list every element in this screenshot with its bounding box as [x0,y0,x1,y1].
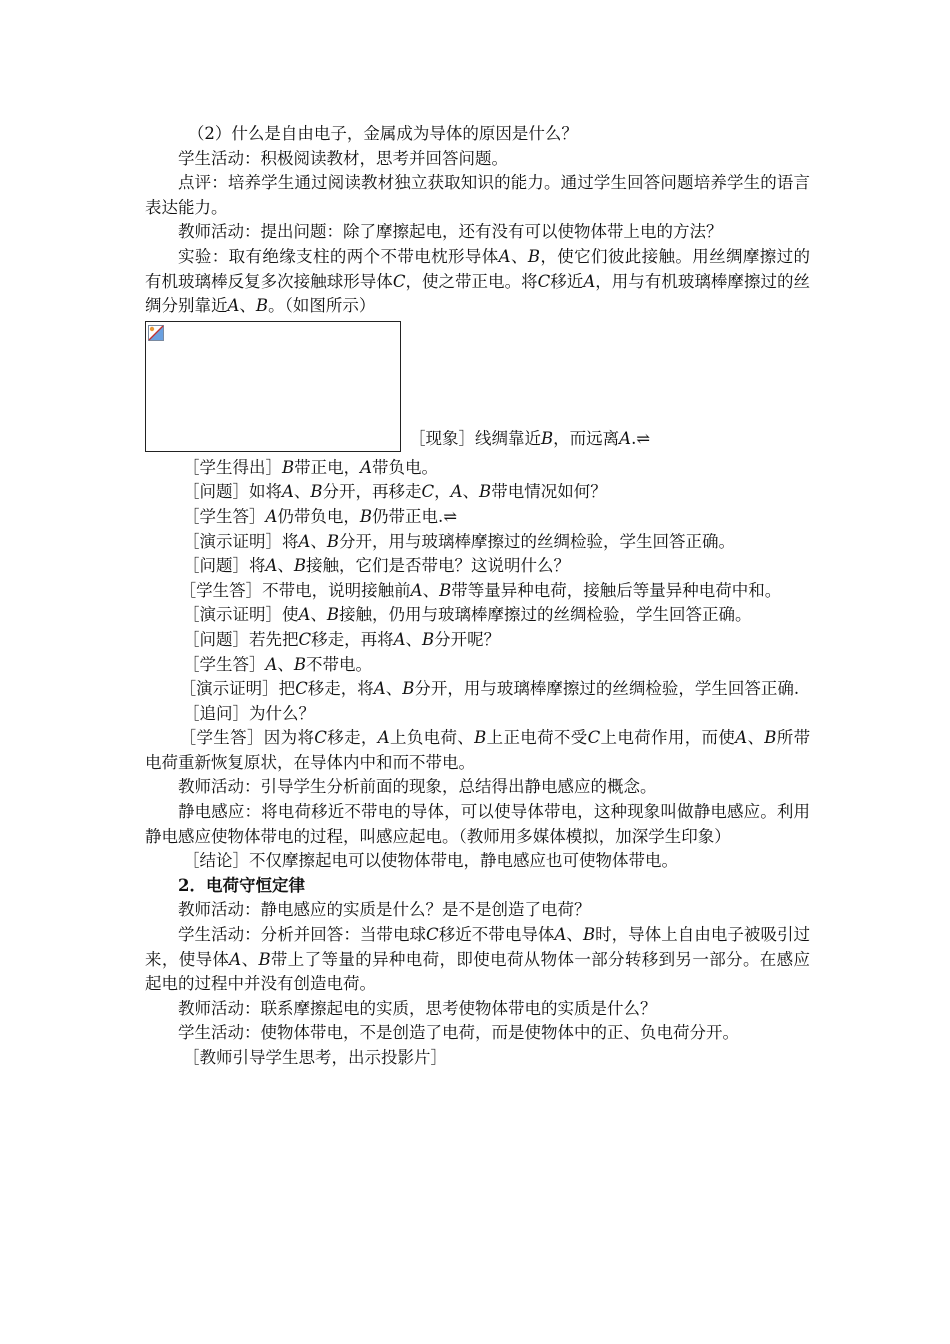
text: 、 [310,605,327,625]
var: B [258,949,271,969]
var: C [537,271,551,291]
var: A [735,728,748,748]
text: 、 [277,556,294,576]
var: B [541,429,554,449]
text: 接触，它们是否带电？这说明什么？ [306,556,570,576]
text: 不带电。 [306,654,372,674]
figure-placeholder [145,321,401,452]
var: B [255,296,269,316]
text: ［问题］将 [182,556,266,576]
var: C [314,728,327,748]
var: C [587,728,601,748]
text: 分开呢？ [434,629,501,649]
text: 仍带负电， [277,506,360,526]
text: 移走， [326,728,378,748]
text: ［学生答］ [182,654,266,674]
text: 带等量异种电荷，接触后等量异种电荷中和。 [451,580,782,600]
text: ［教师引导学生思考，出示投影片］ [182,1048,447,1067]
text: 上正电荷不受 [486,728,588,748]
var: B [293,654,306,674]
text: 教师活动：联系摩擦起电的实质，思考使物体带电的实质是什么？ [178,998,657,1018]
definition-paragraph [145,800,810,849]
var: C [295,679,308,699]
text: ［结论］不仅摩擦起电可以使物体带电，静电感应也可使物体带电。 [182,851,678,871]
text: ［追问］为什么？ [182,703,315,723]
text: 教师活动：引导学生分析前面的现象，总结得出静电感应的概念。 [178,777,657,797]
text: 学生活动：分析并回答：当带电球 [178,925,427,945]
text: 带上了等量的异种电荷，即使电荷从物体一部分转移到另一部分。在感应起电的过程中并没有创造电荷。 [145,949,811,994]
comment-paragraph [145,171,810,220]
text: 点评：培养学生通过阅读教材独立获取知识的能力。通过学生回答问题培养学生的语言表达能力。 [145,173,810,217]
text: 教师活动：提出问题：除了摩擦起电，还有没有可以使物体带上电的方法？ [178,222,723,242]
var: B [359,506,372,526]
var: B [326,531,339,551]
student-activity-paragraph [145,147,810,172]
text: 移走，再将 [311,629,394,649]
var: A [265,654,278,674]
question-paragraph [145,480,810,505]
var: B [479,482,492,502]
var: B [474,728,487,748]
text: ［问题］如将 [182,482,282,502]
text: ，使之带正电。将 [405,271,538,291]
student-answer-paragraph [145,653,810,678]
text: 静电感应：将电荷移近不带电的导体，可以使导体带电，这种现象叫做静电感应。利用静电感应使物体带电的过程，叫感应起电。（教师用多媒体模拟，加深学生印象） [145,802,810,846]
var: A [298,605,311,625]
var: A [619,429,632,449]
text: （2）什么是自由电子，金属成为导体的原因是什么？ [187,124,578,143]
var: A [265,506,278,526]
demo-proof-paragraph [145,677,810,702]
text: 、 [510,246,528,266]
var: A [281,482,294,502]
var: A [377,728,390,748]
var: B [326,605,339,625]
text: 带电情况如何？ [491,482,607,502]
text: ， [434,482,451,502]
student-answer-paragraph [145,726,810,775]
student-activity-paragraph [145,1021,810,1046]
var: A [498,246,511,266]
text: 、 [385,679,403,699]
teacher-activity-paragraph [145,220,810,245]
text: 、 [241,949,259,969]
text: ［演示证明］把 [179,679,296,699]
var: B [527,246,540,266]
var: A [373,679,386,699]
section-heading [145,874,810,899]
demo-proof-paragraph [145,530,810,555]
text: ［学生答］不带电，说明接触前 [179,580,411,600]
text: 上负电荷、 [389,728,475,748]
var: B [293,556,306,576]
var: B [281,457,295,477]
text: 教师活动：静电感应的实质是什么？是不是创造了电荷？ [178,900,591,920]
var: A [554,925,567,945]
var: C [298,629,312,649]
question-paragraph [145,628,810,653]
text: 带正电， [294,457,361,477]
experiment-paragraph [145,245,810,319]
figure-row [145,321,810,452]
text: ［演示证明］使 [182,605,299,625]
text: 实验：取有绝缘支柱的两个不带电枕形导体 [178,246,499,266]
text: 2．电荷守恒定律 [178,875,305,895]
text: ［问题］若先把 [182,629,299,649]
var: A [227,296,240,316]
text: ［演示证明］将 [182,531,299,551]
text: 分开，再移走 [322,482,422,502]
follow-up-paragraph [145,702,810,727]
text: 、 [422,580,440,600]
var: B [421,629,435,649]
text: 、 [747,728,765,748]
text: ［现象］线绸靠近 [409,429,541,449]
var: A [393,629,406,649]
var: A [450,482,463,502]
document-page [145,122,810,1071]
student-answer-paragraph [145,505,810,530]
text: 移走，将 [307,679,374,699]
text: 带负电。 [372,457,438,477]
teacher-activity-paragraph [145,898,810,923]
question-paragraph [145,554,810,579]
text: 时，导体上自由电子被吸引过来，使导体 [145,925,811,969]
var: B [582,925,596,945]
text: 、 [310,531,327,551]
text: ［学生答］ [182,506,266,526]
broken-image-icon [148,325,164,341]
text: 、 [239,296,256,316]
text: ，用与有机玻璃棒摩擦过的丝绸分别靠近 [145,271,811,316]
question-paragraph [145,122,810,147]
var: B [310,482,323,502]
demo-proof-paragraph [145,603,810,628]
var: C [392,271,406,291]
text: 分开，用与玻璃棒摩擦过的丝绸检验，学生回答正确。 [339,531,735,551]
student-activity-paragraph [145,923,810,997]
text: 移近不带电导体 [438,925,555,945]
text: 所带电荷重新恢复原状，在导体内中和而不带电。 [145,728,811,772]
text: 分开，用与玻璃棒摩擦过的丝绸检验，学生回答正确. [414,679,800,699]
student-conclusion-paragraph [145,456,810,481]
var: B [402,679,415,699]
text: 移近 [550,271,584,291]
var: A [360,457,372,477]
text: 、 [293,482,311,502]
text: .⇌ [631,429,651,449]
text: 。（如图所示） [268,296,376,316]
text: ［学生答］因为将 [179,728,315,748]
var: B [764,728,777,748]
text: 、 [462,482,480,502]
text: 接触，仍用与玻璃棒摩擦过的丝绸检验，学生回答正确。 [339,605,752,625]
phenomenon-caption [409,427,650,452]
text: 上电荷作用，而使 [600,728,736,748]
text: 、 [277,654,294,674]
teacher-activity-paragraph [145,997,810,1022]
var: B [439,580,452,600]
student-answer-paragraph [145,579,810,604]
text: 、 [566,925,583,945]
text: 、 [405,629,422,649]
var: A [265,556,278,576]
var: C [421,482,435,502]
teacher-guidance-paragraph [145,1046,810,1071]
conclusion-paragraph [145,849,810,874]
text: ，使它们彼此接触。用丝绸摩擦过的有机玻璃棒反复多次接触球形导体 [145,246,811,291]
text: ［学生得出］ [182,457,282,477]
text: 仍带正电.⇌ [372,506,458,526]
var: A [410,580,423,600]
var: A [583,271,596,291]
text: 学生活动：使物体带电，不是创造了电荷，而是使物体中的正、负电荷分开。 [178,1023,739,1043]
var: A [298,531,311,551]
var: C [426,925,439,945]
text: ，而远离 [553,429,620,449]
teacher-activity-paragraph [145,775,810,800]
var: A [229,949,242,969]
text: 学生活动：积极阅读教材，思考并回答问题。 [178,148,508,168]
